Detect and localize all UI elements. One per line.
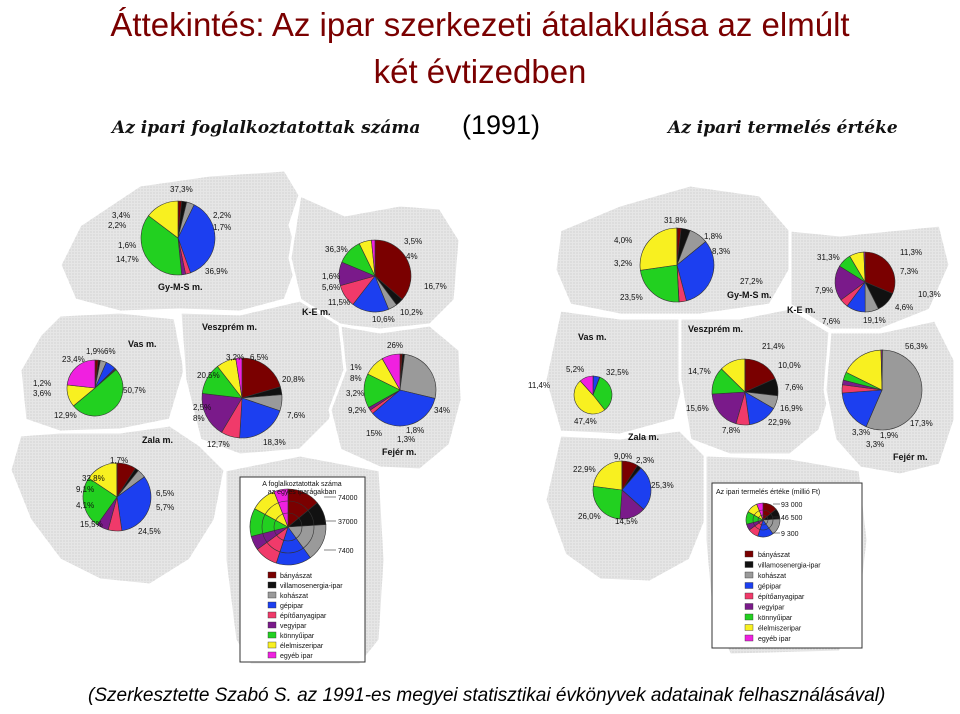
right-legend-item-kohaszat: kohászat: [758, 573, 787, 580]
left-label-zala-6: 15,5%: [80, 520, 103, 529]
left-label-zala-7: 24,5%: [138, 527, 161, 536]
pie-right-fejer: [842, 350, 922, 430]
left-label-gyms-6: 14,7%: [116, 255, 139, 264]
left-label-ke-2: 4%: [406, 252, 418, 261]
left-label-gyms-3: 2,2%: [213, 211, 232, 220]
left-label-fejer-8: 1,8%: [406, 426, 425, 435]
right-label-gyms-0: 31,8%: [664, 216, 687, 225]
left-label-ke-0: 36,3%: [325, 245, 348, 254]
right-label-ke-1: 11,3%: [900, 248, 923, 257]
pie-left-vas: [67, 360, 123, 416]
left-legend-item-banyaszat: bányászat: [280, 573, 312, 580]
right-county-name-vas: Vas m.: [578, 332, 607, 342]
right-label-zala-4: 26,0%: [578, 512, 601, 521]
left-label-gyms-4: 1,7%: [213, 223, 232, 232]
title-line-2: két évtizedben: [373, 53, 587, 90]
right-label-ke-4: 10,3%: [918, 290, 941, 299]
left-legend-scale-2: 7400: [338, 548, 354, 555]
left-legend-item-elelmiszer: élelmiszeripar: [280, 643, 324, 650]
right-label-fejer-4: 3,3%: [866, 440, 885, 449]
left-label-veszprem-1: 6,5%: [250, 353, 269, 362]
left-legend-swatch-egyeb: [268, 652, 276, 658]
right-legend-item-banyaszat: bányászat: [758, 552, 790, 559]
right-county-name-fejer: Fejér m.: [893, 452, 928, 462]
title-line-1: Áttekintés: Az ipar szerkezeti átalakulása az elmúlt: [110, 6, 850, 43]
right-legend-item-egyeb: egyéb ipar: [758, 636, 791, 643]
left-label-fejer-4: 9,2%: [348, 406, 367, 415]
left-label-zala-0: 32,8%: [82, 474, 105, 483]
left-label-zala-4: 4,1%: [76, 501, 95, 510]
left-legend-item-villamosenergia: villamosenergia-ipar: [280, 583, 343, 590]
left-label-ke-7: 10,6%: [372, 315, 395, 324]
right-label-veszprem-7: 22,9%: [768, 418, 791, 427]
pie-right-veszprem: [712, 359, 778, 425]
left-label-fejer-1: 1%: [350, 363, 362, 372]
left-label-gyms-1: 3,4%: [112, 211, 131, 220]
right-label-fejer-0: 56,3%: [905, 342, 928, 351]
left-county-name-fejer: Fejér m.: [382, 447, 417, 457]
right-legend-item-villamosenergia: villamosenergia-ipar: [758, 562, 821, 570]
left-label-vas-3: 1,2%: [33, 379, 52, 388]
left-label-veszprem-6: 7,6%: [287, 411, 306, 420]
left-legend-scale-1: 37000: [338, 519, 358, 526]
right-legend-swatch-elelmiszer: [745, 625, 753, 631]
left-label-zala-5: 5,7%: [156, 503, 175, 512]
left-label-ke-8: 10,2%: [400, 308, 423, 317]
left-legend-item-egyeb: egyéb ipar: [280, 653, 313, 660]
right-label-zala-3: 25,3%: [651, 481, 674, 490]
right-label-zala-5: 14,5%: [615, 517, 638, 526]
left-label-fejer-0: 26%: [387, 341, 404, 350]
pie-left-gyms: [141, 201, 215, 275]
right-label-gyms-1: 1,8%: [704, 232, 723, 241]
right-label-fejer-1: 17,3%: [910, 419, 933, 428]
left-legend-swatch-vegyipar: [268, 622, 276, 628]
right-legend-swatch-konnyuipar: [745, 614, 753, 620]
right-label-ke-5: 4,6%: [895, 303, 914, 312]
right-legend-item-vegyipar: vegyipar: [758, 604, 785, 612]
left-legend-scale-0: 74000: [338, 495, 358, 502]
left-legend-item-kohaszat: kohászat: [280, 593, 309, 600]
left-label-gyms-5: 1,6%: [118, 241, 137, 250]
year-label: (1991): [462, 110, 541, 140]
pie-right-gyms: [640, 228, 714, 302]
left-county-name-vas: Vas m.: [128, 339, 157, 349]
left-label-ke-5: 16,7%: [424, 282, 447, 291]
left-map-title: Az ipari foglalkoztatottak száma: [112, 118, 421, 138]
left-label-gyms-0: 37,3%: [170, 185, 193, 194]
left-legend-item-gepipar: gépipar: [280, 603, 304, 610]
left-label-veszprem-7: 12,7%: [207, 440, 230, 449]
left-county-name-zala: Zala m.: [142, 435, 174, 445]
left-label-veszprem-8: 18,3%: [263, 438, 286, 447]
right-label-veszprem-5: 16,9%: [780, 404, 803, 413]
left-label-veszprem-2: 20,5%: [197, 371, 220, 380]
right-legend-item-konnyuipar: könnyűipar: [758, 615, 793, 622]
left-county-name-gyms: Gy-M-S m.: [158, 282, 203, 292]
right-legend-swatch-vegyipar: [745, 604, 753, 610]
right-label-vas-2: 11,4%: [528, 381, 551, 390]
right-label-gyms-6: 27,2%: [740, 277, 763, 286]
left-label-vas-0: 23,4%: [62, 355, 85, 364]
left-label-fejer-7: 1,3%: [397, 435, 416, 444]
right-legend-item-gepipar: gépipar: [758, 583, 782, 591]
source-caption: (Szerkesztette Szabó S. az 1991-es megyei statisztikai évkönyvek adatainak felhasználásával): [88, 685, 886, 706]
left-label-fejer-5: 34%: [434, 406, 451, 415]
left-legend-swatch-kohaszat: [268, 592, 276, 598]
pie-left-fejer: [364, 354, 436, 426]
right-label-gyms-3: 8,3%: [712, 247, 731, 256]
left-legend-swatch-konnyuipar: [268, 632, 276, 638]
left-label-ke-4: 5,6%: [322, 283, 341, 292]
right-label-fejer-3: 1,9%: [880, 431, 899, 440]
right-label-gyms-5: 23,5%: [620, 293, 643, 302]
left-legend-title-1: A foglalkoztatottak száma: [262, 481, 342, 488]
right-label-ke-6: 7,6%: [822, 317, 841, 326]
left-label-zala-2: 9,1%: [76, 485, 95, 494]
left-label-fejer-3: 3,2%: [346, 389, 365, 398]
left-label-ke-3: 1,6%: [322, 272, 341, 281]
right-county-name-veszprem: Veszprém m.: [688, 324, 744, 334]
left-label-veszprem-5: 8%: [193, 414, 205, 423]
right-legend-scale-2: 9 300: [781, 531, 799, 538]
left-label-veszprem-0: 3,2%: [226, 353, 245, 362]
right-county-name-ke: K-E m.: [787, 305, 816, 315]
right-label-gyms-4: 3,2%: [614, 259, 633, 268]
right-label-ke-3: 7,9%: [815, 286, 834, 295]
right-legend-scale-1: 46 500: [781, 515, 803, 522]
left-label-fejer-6: 15%: [366, 429, 383, 438]
right-label-vas-0: 5,2%: [566, 365, 585, 374]
left-county-name-ke: K-E m.: [302, 307, 331, 317]
left-label-vas-1: 1,9%: [86, 347, 105, 356]
left-label-fejer-2: 8%: [350, 374, 362, 383]
left-label-zala-3: 6,5%: [156, 489, 175, 498]
right-label-veszprem-1: 14,7%: [688, 367, 711, 376]
right-label-zala-1: 2,3%: [636, 456, 655, 465]
left-label-vas-4: 3,6%: [33, 389, 52, 398]
left-label-ke-1: 3,5%: [404, 237, 423, 246]
left-label-gyms-2: 2,2%: [108, 221, 127, 230]
left-legend-swatch-villamosenergia: [268, 582, 276, 588]
right-label-veszprem-0: 21,4%: [762, 342, 785, 351]
right-label-vas-1: 32,5%: [606, 368, 629, 377]
left-legend-swatch-gepipar: [268, 602, 276, 608]
right-legend-scale-0: 93 000: [781, 502, 803, 509]
left-legend-title-2: az egyes iparágakban: [267, 489, 337, 496]
left-label-veszprem-3: 20,8%: [282, 375, 305, 384]
left-label-vas-6: 12,9%: [54, 411, 77, 420]
right-legend-swatch-egyeb: [745, 635, 753, 641]
right-county-name-zala: Zala m.: [628, 432, 660, 442]
left-legend-swatch-elelmiszer: [268, 642, 276, 648]
left-legend-swatch-banyaszat: [268, 572, 276, 578]
left-label-vas-5: 50,7%: [123, 386, 146, 395]
right-label-zala-2: 22,9%: [573, 465, 596, 474]
pie-right-legend: [746, 503, 780, 537]
right-map-title: Az ipari termelés értéke: [668, 118, 898, 138]
right-legend-swatch-epitoanyag: [745, 593, 753, 599]
left-label-ke-6: 11,5%: [328, 298, 351, 307]
left-label-zala-1: 1,7%: [110, 456, 129, 465]
right-legend-swatch-villamosenergia: [745, 562, 753, 568]
right-label-veszprem-3: 7,6%: [785, 383, 804, 392]
left-legend-item-konnyuipar: könnyűipar: [280, 633, 315, 640]
right-legend-title: Az ipari termelés értéke (millió Ft): [716, 489, 821, 496]
left-label-vas-2: 6%: [104, 347, 116, 356]
right-label-veszprem-4: 15,6%: [686, 404, 709, 413]
right-label-veszprem-2: 10,0%: [778, 361, 801, 370]
pie-left-veszprem: [202, 358, 282, 438]
pie-right-vas: [574, 376, 612, 414]
right-legend-swatch-kohaszat: [745, 572, 753, 578]
left-county-name-veszprem: Veszprém m.: [202, 322, 258, 332]
pie-left-legend: [250, 489, 326, 565]
right-legend-item-epitoanyag: építőanyagipar: [758, 594, 805, 601]
left-legend-item-epitoanyag: építőanyagipar: [280, 613, 327, 620]
right-legend-item-elelmiszer: élelmiszeripar: [758, 625, 802, 633]
right-label-vas-3: 47,4%: [574, 417, 597, 426]
right-label-ke-7: 19,1%: [863, 316, 886, 325]
right-label-fejer-2: 3,3%: [852, 428, 871, 437]
left-label-gyms-7: 36,9%: [205, 267, 228, 276]
right-legend-swatch-gepipar: [745, 583, 753, 589]
left-legend-item-vegyipar: vegyipar: [280, 623, 307, 630]
right-county-name-gyms: Gy-M-S m.: [727, 290, 772, 300]
right-label-zala-0: 9,0%: [614, 452, 633, 461]
pie-right-zala: [593, 461, 651, 519]
right-label-ke-0: 31,3%: [817, 253, 840, 262]
pie-right-ke: [835, 252, 895, 312]
left-legend-swatch-epitoanyag: [268, 612, 276, 618]
right-label-ke-2: 7,3%: [900, 267, 919, 276]
right-label-veszprem-6: 7,8%: [722, 426, 741, 435]
right-label-gyms-2: 4,0%: [614, 236, 633, 245]
left-label-veszprem-4: 2,5%: [193, 403, 212, 412]
right-legend-swatch-banyaszat: [745, 551, 753, 557]
